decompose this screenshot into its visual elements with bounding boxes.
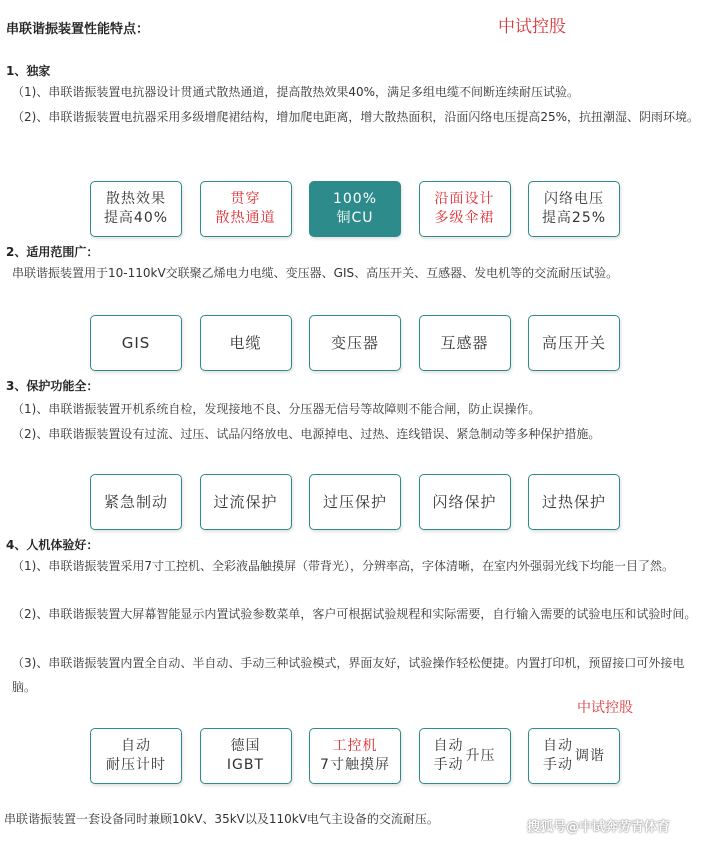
feature-box-line: 电缆 [229, 333, 262, 352]
section-3-paragraph-2: （2)、串联谐振装置设有过流、过压、试品闪络放电、电源掉电、过热、连线错误、紧急制动等多种保护措施。 [12, 427, 601, 441]
feature-box-line: 自动 [433, 738, 464, 754]
feature-box-line: 自动 [121, 738, 151, 754]
section-2-heading: 2、适用范围广： [6, 245, 99, 259]
section-3-paragraph-1: （1)、串联谐振装置开机系统自检，发现接地不良、分压器无信号等故障则不能合闸，防止误操作。 [12, 402, 541, 416]
feature-box [528, 315, 620, 371]
feature-box-side-label: 升压 [465, 747, 496, 764]
feature-box [309, 315, 401, 371]
brand-logo-mid: 中试控股 [577, 700, 633, 716]
feature-box [528, 181, 620, 237]
feature-box-line: 紧急制动 [103, 492, 168, 511]
feature-box [90, 181, 182, 237]
feature-box [200, 728, 292, 784]
feature-box-line: 铜CU [336, 210, 374, 226]
feature-box-line: 手动 [543, 757, 573, 773]
feature-box-line: 手动 [433, 757, 464, 773]
feature-box-line: 过流保护 [213, 492, 278, 511]
brand-logo-top: 中试控股 [498, 17, 566, 37]
feature-box [419, 181, 511, 237]
section-2-paragraph-1: 串联谐振装置用于10-110kV交联聚乙烯电力电缆、变压器、GIS、高压开关、互感器、发电机等的交流耐压试验。 [12, 266, 619, 280]
feature-box-line: 提高40% [103, 210, 169, 226]
section-1-paragraph-2: （2)、串联谐振装置电抗器采用多级增爬裙结构，增加爬电距离，增大散热面积，沿面闪络电压提高25%，抗扭潮湿、阴雨环境。 [12, 110, 699, 124]
footer-note: 串联谐振装置一套设备同时兼顾10kV、35kV以及110kV电气主设备的交流耐压。 [4, 812, 439, 826]
section-4-paragraph-2: （2)、串联谐振装置大屏幕智能显示内置试验参数菜单，客户可根据试验规程和实际需要，自行输入需要的试验电压和试验时间。 [12, 607, 697, 621]
feature-box [419, 315, 511, 371]
feature-box [200, 474, 292, 530]
section-1-feature-row [90, 181, 620, 239]
section-4-heading: 4、人机体验好： [6, 538, 99, 552]
feature-box [200, 315, 292, 371]
section-3-feature-row [90, 474, 620, 532]
feature-box [309, 181, 401, 237]
section-4-paragraph-1: （1)、串联谐振装置采用7寸工控机、全彩液晶触摸屏（带背光），分辨率高，字体清晰，在室内外强弱光线下均能一目了然。 [12, 559, 674, 573]
feature-box-line: 耐压计时 [106, 757, 166, 773]
section-3-heading: 3、保护功能全： [6, 379, 99, 393]
feature-box [200, 181, 292, 237]
feature-box-line: 贯穿 [230, 191, 261, 207]
feature-box [419, 728, 511, 784]
feature-box-line: 过压保护 [322, 492, 387, 511]
feature-box-line: 沿面设计 [434, 191, 495, 207]
section-1-paragraph-1: （1)、串联谐振装置电抗器设计贯通式散热通道，提高散热效果40%，满足多组电缆不间断连续耐压试验。 [12, 85, 579, 99]
feature-box-line: 闪络电压 [544, 191, 604, 207]
feature-box [309, 728, 401, 784]
feature-box-line: 工控机 [332, 738, 378, 754]
watermark: 搜狐号@中试奔劳青体育 [527, 820, 671, 835]
section-2-feature-row [90, 315, 620, 373]
feature-box-line: 散热通道 [215, 210, 276, 226]
feature-box-side-label: 调谐 [575, 747, 605, 764]
feature-box [90, 315, 182, 371]
feature-box-line: 互感器 [440, 333, 489, 352]
section-4-paragraph-3: （3)、串联谐振装置内置全自动、半自动、手动三种试验模式，界面友好，试验操作轻松便捷。内置打印机，预留接口可外接电脑。 [12, 656, 685, 694]
feature-box-line: 德国 [230, 738, 261, 754]
feature-box-line: IGBT [226, 757, 265, 773]
feature-box-line: 闪络保护 [432, 492, 497, 511]
section-4-feature-row [90, 728, 620, 786]
feature-box [309, 474, 401, 530]
feature-box [90, 474, 182, 530]
feature-box-line: 高压开关 [541, 333, 606, 352]
feature-box-line: 变压器 [330, 333, 379, 352]
section-1-heading: 1、独家 [6, 64, 51, 78]
page-title: 串联谐振装置性能特点： [6, 22, 150, 37]
feature-box [528, 728, 620, 784]
feature-box-line: 散热效果 [106, 191, 166, 207]
feature-box-line: 7寸触摸屏 [320, 757, 390, 773]
feature-box-line: 多级伞裙 [434, 210, 495, 226]
feature-box [419, 474, 511, 530]
feature-box-line: 自动 [543, 738, 573, 754]
feature-box [528, 474, 620, 530]
feature-box-line: 提高25% [541, 210, 607, 226]
feature-box-line: GIS [121, 333, 151, 352]
feature-box-line: 过热保护 [541, 492, 606, 511]
feature-box-line: 100% [332, 191, 378, 207]
feature-box [90, 728, 182, 784]
